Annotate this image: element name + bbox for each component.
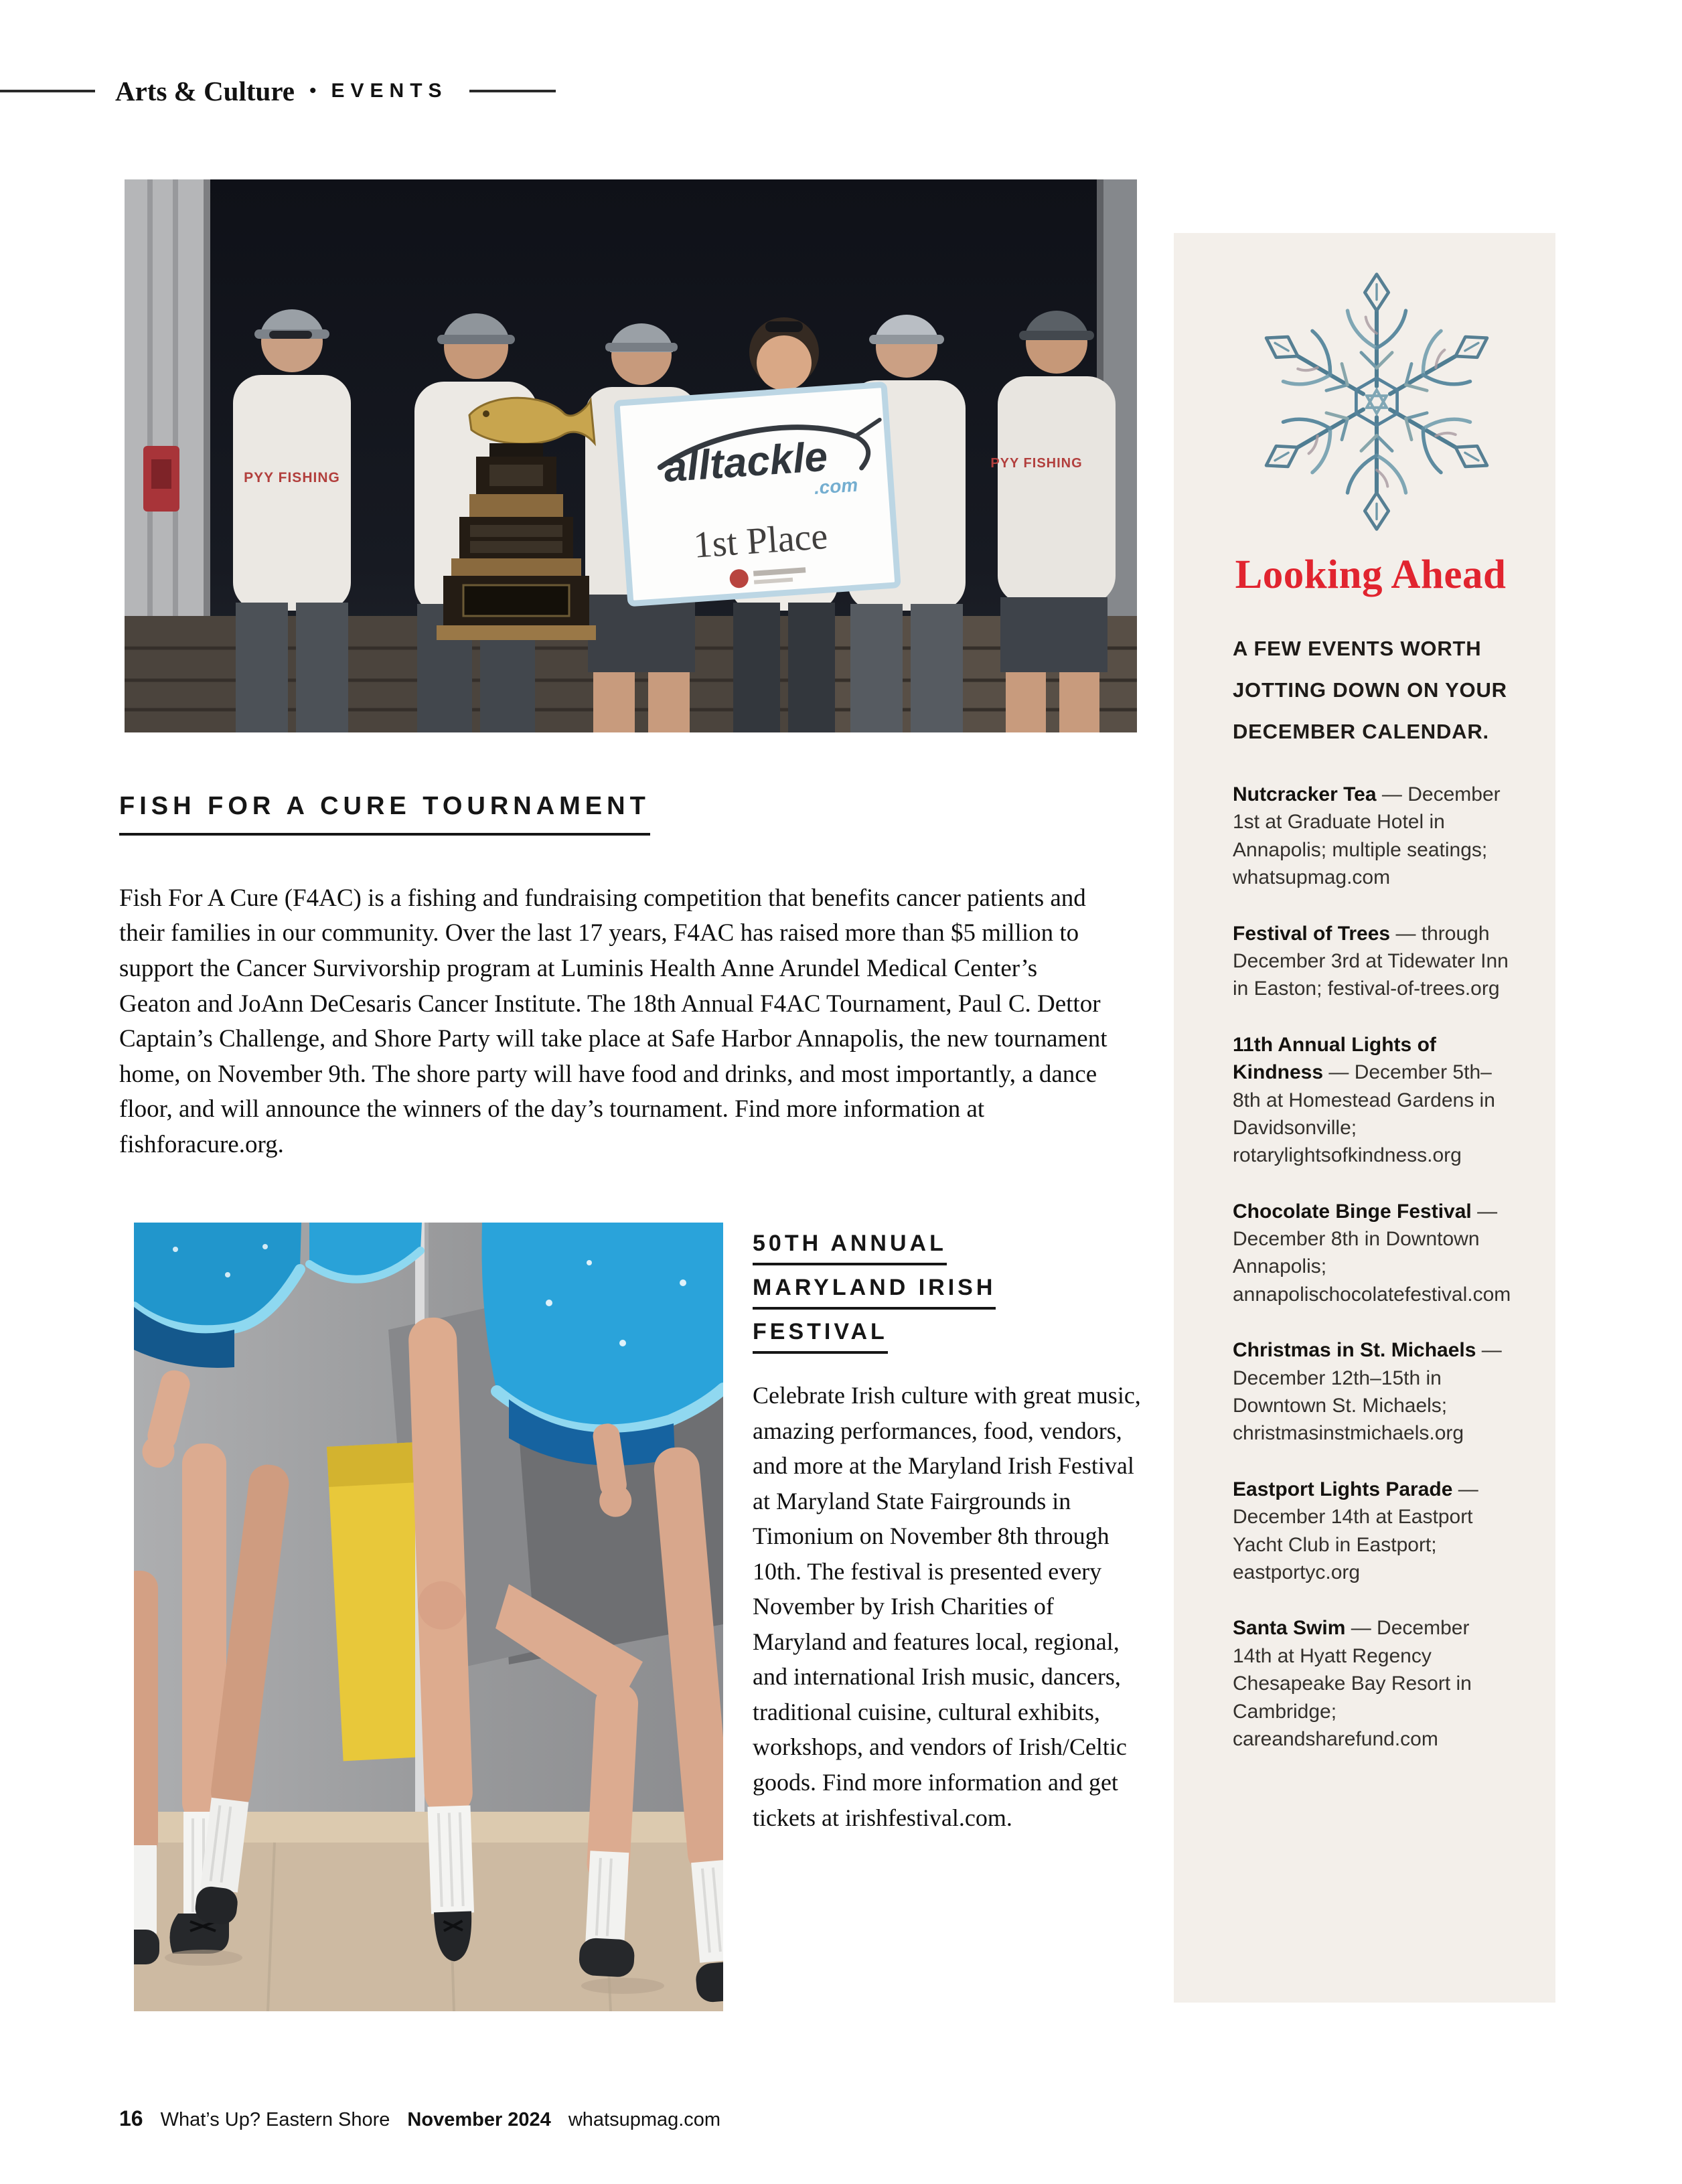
sidebar-event xyxy=(1233,920,1509,1003)
event-details: — December 14th at Eastport Yacht Club in Eastport; eastportyc.org xyxy=(1233,1478,1478,1583)
sign-domain-text: .com xyxy=(813,474,859,499)
fishing-photo-illustration xyxy=(125,179,1137,732)
event-name: Santa Swim xyxy=(1233,1617,1346,1640)
article-title-line: FESTIVAL xyxy=(753,1319,888,1354)
article-fish-for-a-cure xyxy=(119,775,1112,1162)
sidebar-intro: A FEW EVENTS WORTH JOTTING DOWN ON YOUR DECEMBER CALENDAR. xyxy=(1233,637,1507,743)
article-title-line: MARYLAND IRISH xyxy=(753,1275,996,1310)
header-rule-right xyxy=(469,90,556,92)
article-title-line: 50TH ANNUAL xyxy=(753,1231,947,1265)
irish-dancers-photo xyxy=(134,1223,723,2011)
sidebar-title: Looking Ahead xyxy=(1235,552,1507,597)
article-body: Fish For A Cure (F4AC) is a fishing and fundraising competition that benefits cancer patients and their families in our community. Over the last 17 years, F4AC has raised more than $5 million to support the Cancer Survivorship program at Luminis Health Anne Arundel Medical Center’s Geaton and JoAnn DeCesaris Cancer Institute. The 18th Annual F4AC Tournament, Paul C. Dettor Captain’s Challenge, and Shore Party will take place at Safe Harbor Annapolis, the new tournament home, on November 9th. The shore party will have food and drinks, and most importantly, a dance floor, and will announce the winners of the day’s tournament. Find more information at fishforacure.org. xyxy=(119,884,1107,1158)
magazine-website: whatsupmag.com xyxy=(568,2109,721,2130)
section-header xyxy=(0,75,556,107)
issue-date: November 2024 xyxy=(407,2109,551,2130)
event-name: Festival of Trees xyxy=(1233,922,1391,945)
sidebar-event xyxy=(1233,1614,1509,1753)
event-name: Christmas in St. Michaels xyxy=(1233,1339,1476,1362)
sidebar-event xyxy=(1233,1031,1509,1170)
sidebar-event xyxy=(1233,1476,1509,1587)
magazine-name: What’s Up? Eastern Shore xyxy=(160,2109,390,2130)
event-details: — December 12th–15th in Downtown St. Michaels; christmasinstmichaels.org xyxy=(1233,1339,1502,1445)
sidebar-event xyxy=(1233,1336,1509,1448)
event-name: Eastport Lights Parade xyxy=(1233,1478,1453,1500)
section-title: Arts & Culture xyxy=(115,76,295,106)
article-body: Celebrate Irish culture with great music, amazing performances, food, vendors, and more at the Maryland Irish Festival at Maryland State Fairgrounds in Timonium on November 8th through 10th. The festival is presented every November by Irish Charities of Maryland and features local, regional, and international Irish music, dancers, traditional cuisine, cultural exhibits, workshops, and vendors of Irish/Celtic goods. Find more information and get tickets at irishfestival.com. xyxy=(753,1382,1141,1831)
snowflake-icon xyxy=(1233,265,1521,538)
team-shirt-text: PYY FISHING xyxy=(244,470,340,485)
event-details: — December 8th in Downtown Annapolis; annapolischocolatefestival.com xyxy=(1233,1200,1511,1306)
sidebar-event xyxy=(1233,1198,1509,1309)
event-name: Nutcracker Tea xyxy=(1233,783,1377,805)
event-details: — December 14th at Hyatt Regency Chesapeake Bay Resort in Cambridge; careandsharefund.com xyxy=(1233,1617,1472,1750)
fishing-team-photo xyxy=(125,179,1137,732)
section-category: EVENTS xyxy=(331,80,448,102)
event-name: Chocolate Binge Festival xyxy=(1233,1200,1472,1223)
event-details: — December 1st at Graduate Hotel in Annapolis; multiple seatings; whatsupmag.com xyxy=(1233,783,1501,889)
sidebar-event xyxy=(1233,781,1509,892)
article-title: FISH FOR A CURE TOURNAMENT xyxy=(119,792,650,836)
page-number: 16 xyxy=(119,2106,143,2130)
page-footer xyxy=(119,2106,720,2131)
looking-ahead-sidebar xyxy=(1174,233,1555,2003)
sign-brand-text: alltackle xyxy=(662,433,830,491)
sidebar-event-list xyxy=(1233,781,1509,1753)
article-irish-festival xyxy=(753,1231,1152,1835)
sign-award-text: 1st Place xyxy=(692,515,830,566)
team-shirt-text: PYY FISHING xyxy=(990,456,1083,471)
event-details: — through December 3rd at Tidewater Inn in Easton; festival-of-trees.org xyxy=(1233,922,1509,1000)
dancer-leg xyxy=(134,1571,159,1964)
header-bullet: • xyxy=(309,80,317,102)
first-place-sign xyxy=(617,384,898,603)
header-rule-left xyxy=(0,90,95,92)
event-details: — December 5th–8th at Homestead Gardens in Davidsonville; rotarylightsofkindness.org xyxy=(1233,1061,1495,1167)
dancers-photo-illustration xyxy=(134,1223,723,2011)
event-name: 11th Annual Lights of Kindness xyxy=(1233,1033,1436,1084)
